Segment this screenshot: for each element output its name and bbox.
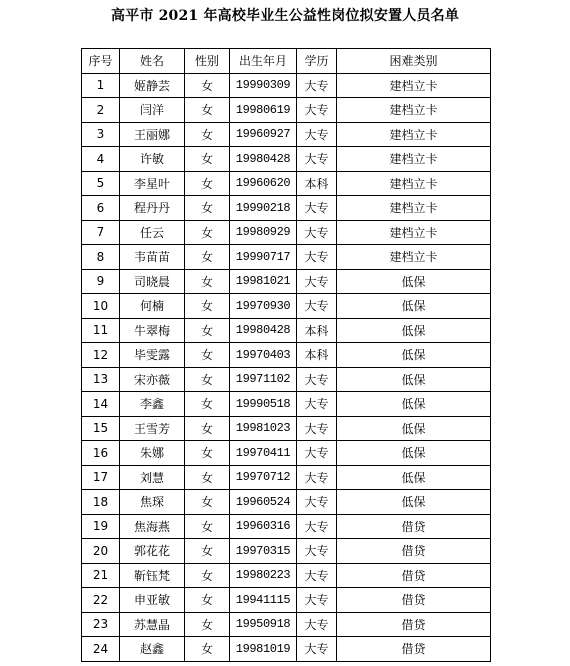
cell-name: 宋亦薇 [120, 367, 185, 392]
cell-number: 6 [82, 196, 120, 221]
cell-hardship-category: 借贷 [337, 588, 491, 613]
cell-education: 大专 [297, 392, 337, 417]
cell-number: 16 [82, 441, 120, 466]
cell-gender: 女 [185, 637, 230, 662]
cell-education: 大专 [297, 637, 337, 662]
column-header-number: 序号 [82, 49, 120, 74]
cell-gender: 女 [185, 465, 230, 490]
cell-name: 牛翠梅 [120, 318, 185, 343]
cell-name: 韦苗苗 [120, 245, 185, 270]
column-header-name: 姓名 [120, 49, 185, 74]
cell-number: 4 [82, 147, 120, 172]
cell-education: 大专 [297, 98, 337, 123]
table-row [82, 441, 491, 466]
cell-number: 19 [82, 514, 120, 539]
table-row [82, 343, 491, 368]
cell-name: 郭花花 [120, 539, 185, 564]
cell-number: 13 [82, 367, 120, 392]
cell-gender: 女 [185, 220, 230, 245]
table-row [82, 465, 491, 490]
cell-hardship-category: 建档立卡 [337, 171, 491, 196]
cell-hardship-category: 低保 [337, 343, 491, 368]
cell-name: 姬静芸 [120, 73, 185, 98]
column-header-hardship-category: 困难类别 [337, 49, 491, 74]
cell-hardship-category: 借贷 [337, 612, 491, 637]
cell-education: 大专 [297, 539, 337, 564]
cell-gender: 女 [185, 269, 230, 294]
cell-education: 大专 [297, 294, 337, 319]
cell-gender: 女 [185, 612, 230, 637]
document-title: 高平市 2021 年高校毕业生公益性岗位拟安置人员名单 [110, 8, 460, 24]
cell-hardship-category: 低保 [337, 367, 491, 392]
cell-education: 大专 [297, 563, 337, 588]
cell-name: 苏慧晶 [120, 612, 185, 637]
cell-name: 靳钰梵 [120, 563, 185, 588]
cell-birth-date: 19970712 [230, 465, 297, 490]
cell-gender: 女 [185, 343, 230, 368]
cell-hardship-category: 建档立卡 [337, 220, 491, 245]
cell-hardship-category: 低保 [337, 441, 491, 466]
table-row [82, 318, 491, 343]
cell-gender: 女 [185, 73, 230, 98]
cell-birth-date: 19941115 [230, 588, 297, 613]
cell-birth-date: 19970930 [230, 294, 297, 319]
cell-birth-date: 19970411 [230, 441, 297, 466]
cell-education: 大专 [297, 441, 337, 466]
cell-birth-date: 19960524 [230, 490, 297, 515]
cell-name: 许敏 [120, 147, 185, 172]
cell-gender: 女 [185, 294, 230, 319]
cell-gender: 女 [185, 196, 230, 221]
cell-gender: 女 [185, 245, 230, 270]
table-row [82, 367, 491, 392]
table-row [82, 269, 491, 294]
cell-birth-date: 19990717 [230, 245, 297, 270]
table-row [82, 612, 491, 637]
roster-table [81, 48, 491, 662]
cell-hardship-category: 低保 [337, 416, 491, 441]
cell-birth-date: 19971102 [230, 367, 297, 392]
table-row [82, 563, 491, 588]
header-row [82, 49, 491, 74]
table-row [82, 637, 491, 662]
table-row [82, 392, 491, 417]
cell-number: 7 [82, 220, 120, 245]
cell-birth-date: 19980428 [230, 318, 297, 343]
cell-birth-date: 19990309 [230, 73, 297, 98]
cell-birth-date: 19990518 [230, 392, 297, 417]
cell-birth-date: 19990218 [230, 196, 297, 221]
cell-gender: 女 [185, 416, 230, 441]
cell-name: 何楠 [120, 294, 185, 319]
table-row [82, 416, 491, 441]
table-row [82, 220, 491, 245]
cell-name: 任云 [120, 220, 185, 245]
cell-number: 15 [82, 416, 120, 441]
cell-name: 李星叶 [120, 171, 185, 196]
table-row [82, 147, 491, 172]
cell-education: 大专 [297, 220, 337, 245]
cell-number: 22 [82, 588, 120, 613]
cell-birth-date: 19980929 [230, 220, 297, 245]
cell-number: 14 [82, 392, 120, 417]
cell-education: 大专 [297, 514, 337, 539]
cell-education: 本科 [297, 318, 337, 343]
table-row [82, 171, 491, 196]
cell-number: 11 [82, 318, 120, 343]
cell-name: 毕雯露 [120, 343, 185, 368]
cell-gender: 女 [185, 588, 230, 613]
table-row [82, 490, 491, 515]
cell-hardship-category: 低保 [337, 294, 491, 319]
cell-birth-date: 19970403 [230, 343, 297, 368]
table-row [82, 245, 491, 270]
cell-education: 大专 [297, 122, 337, 147]
cell-hardship-category: 低保 [337, 269, 491, 294]
cell-birth-date: 19981023 [230, 416, 297, 441]
cell-gender: 女 [185, 441, 230, 466]
cell-number: 5 [82, 171, 120, 196]
cell-education: 大专 [297, 416, 337, 441]
cell-hardship-category: 低保 [337, 392, 491, 417]
table-row [82, 122, 491, 147]
cell-number: 23 [82, 612, 120, 637]
cell-birth-date: 19970315 [230, 539, 297, 564]
table-row [82, 98, 491, 123]
cell-education: 大专 [297, 269, 337, 294]
cell-name: 刘慧 [120, 465, 185, 490]
cell-name: 王丽娜 [120, 122, 185, 147]
cell-name: 焦琛 [120, 490, 185, 515]
cell-education: 大专 [297, 612, 337, 637]
cell-number: 1 [82, 73, 120, 98]
cell-gender: 女 [185, 514, 230, 539]
cell-birth-date: 19980223 [230, 563, 297, 588]
cell-name: 赵鑫 [120, 637, 185, 662]
cell-number: 2 [82, 98, 120, 123]
cell-education: 大专 [297, 588, 337, 613]
cell-name: 程丹丹 [120, 196, 185, 221]
cell-gender: 女 [185, 563, 230, 588]
cell-number: 21 [82, 563, 120, 588]
cell-birth-date: 19980619 [230, 98, 297, 123]
column-header-birth-date: 出生年月 [230, 49, 297, 74]
cell-birth-date: 19981021 [230, 269, 297, 294]
column-header-gender: 性别 [185, 49, 230, 74]
cell-hardship-category: 建档立卡 [337, 147, 491, 172]
cell-education: 大专 [297, 490, 337, 515]
table-row [82, 196, 491, 221]
cell-hardship-category: 低保 [337, 490, 491, 515]
cell-number: 17 [82, 465, 120, 490]
cell-gender: 女 [185, 171, 230, 196]
cell-hardship-category: 建档立卡 [337, 73, 491, 98]
cell-education: 大专 [297, 147, 337, 172]
cell-gender: 女 [185, 367, 230, 392]
table-row [82, 294, 491, 319]
cell-birth-date: 19960316 [230, 514, 297, 539]
cell-number: 20 [82, 539, 120, 564]
cell-hardship-category: 建档立卡 [337, 122, 491, 147]
cell-hardship-category: 借贷 [337, 539, 491, 564]
cell-education: 大专 [297, 73, 337, 98]
cell-gender: 女 [185, 98, 230, 123]
cell-education: 大专 [297, 196, 337, 221]
cell-name: 焦海燕 [120, 514, 185, 539]
cell-birth-date: 19950918 [230, 612, 297, 637]
cell-number: 24 [82, 637, 120, 662]
cell-education: 大专 [297, 245, 337, 270]
cell-name: 朱娜 [120, 441, 185, 466]
cell-birth-date: 19960620 [230, 171, 297, 196]
cell-number: 3 [82, 122, 120, 147]
cell-hardship-category: 低保 [337, 465, 491, 490]
cell-hardship-category: 低保 [337, 318, 491, 343]
cell-gender: 女 [185, 147, 230, 172]
cell-name: 闫洋 [120, 98, 185, 123]
cell-hardship-category: 建档立卡 [337, 196, 491, 221]
cell-name: 司晓晨 [120, 269, 185, 294]
cell-education: 本科 [297, 343, 337, 368]
cell-name: 申亚敏 [120, 588, 185, 613]
table-row [82, 514, 491, 539]
cell-gender: 女 [185, 539, 230, 564]
cell-gender: 女 [185, 122, 230, 147]
column-header-education: 学历 [297, 49, 337, 74]
cell-number: 8 [82, 245, 120, 270]
cell-number: 10 [82, 294, 120, 319]
cell-education: 本科 [297, 171, 337, 196]
cell-hardship-category: 建档立卡 [337, 245, 491, 270]
cell-gender: 女 [185, 392, 230, 417]
cell-gender: 女 [185, 318, 230, 343]
cell-hardship-category: 借贷 [337, 637, 491, 662]
cell-hardship-category: 借贷 [337, 514, 491, 539]
cell-name: 王雪芳 [120, 416, 185, 441]
cell-number: 12 [82, 343, 120, 368]
cell-birth-date: 19960927 [230, 122, 297, 147]
table-row [82, 588, 491, 613]
cell-gender: 女 [185, 490, 230, 515]
cell-name: 李鑫 [120, 392, 185, 417]
cell-number: 9 [82, 269, 120, 294]
cell-birth-date: 19980428 [230, 147, 297, 172]
cell-hardship-category: 建档立卡 [337, 98, 491, 123]
table-row [82, 539, 491, 564]
cell-number: 18 [82, 490, 120, 515]
cell-birth-date: 19981019 [230, 637, 297, 662]
roster-body [82, 73, 491, 661]
cell-hardship-category: 借贷 [337, 563, 491, 588]
cell-education: 大专 [297, 367, 337, 392]
cell-education: 大专 [297, 465, 337, 490]
table-row [82, 73, 491, 98]
